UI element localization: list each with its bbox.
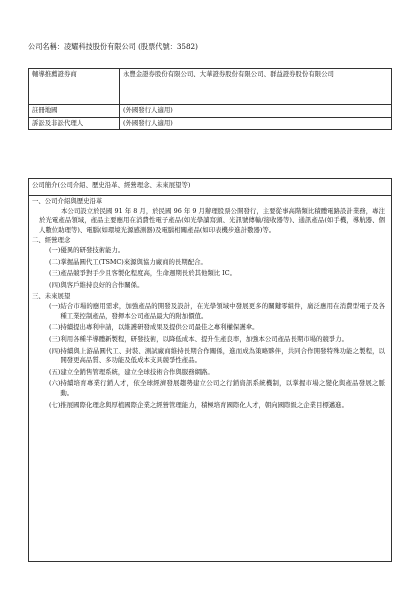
table-row [29, 69, 392, 105]
row-label: 註冊地國 [29, 105, 120, 118]
list-item [49, 347, 385, 366]
section-title: 二、經營理念 [32, 236, 71, 245]
row-value: 永豐金證券股份有限公司、大華證券股份有限公司、群益證券股份有限公司 [120, 69, 392, 105]
item-text: 產品競爭對手少且客製化程度高，生命週期長於其他類比 IC。 [60, 269, 236, 278]
list-item [49, 258, 385, 268]
item-text: 持續提出專利申請，以維護研發成果及提供公司最佳之專利權保護傘。 [60, 323, 259, 332]
list-item [49, 379, 385, 398]
item-label: (一) [49, 246, 61, 255]
item-label: (六) [49, 379, 61, 388]
table-row [29, 117, 392, 130]
company-profile [28, 178, 392, 562]
outlook-list [49, 302, 385, 410]
philosophy-list [49, 246, 385, 290]
row-label: 輔導推薦證券商 [29, 69, 120, 105]
list-item [49, 335, 385, 345]
list-item [49, 368, 385, 378]
list-item [49, 281, 385, 291]
row-label: 訴訟及非訟代理人 [29, 117, 120, 130]
info-table [28, 68, 392, 130]
list-item [49, 269, 385, 279]
item-label: (一) [49, 302, 61, 311]
section-title: 一、公司介紹與歷史沿革 [32, 197, 103, 205]
item-text: 掌握晶圓代工(TSMC)來源與協力廠商的長期配合。 [60, 257, 207, 266]
item-label: (二) [49, 257, 61, 266]
item-text: 優異的研發技術能力。 [60, 246, 125, 255]
item-text: 結合市場的應用需求，加強產品的開發及設計，在光學領域中發展更多的關鍵零組件，廣泛應用在消費型電子及各種工業控制產品，發揮本公司產品最大的附加價值。 [60, 302, 385, 320]
item-text: 利用各種半導體新製程，研發技術，以降低成本、提升生產良率，加強本公司產品長期市場的競爭力。 [60, 334, 348, 343]
list-item [49, 401, 385, 411]
list-item [49, 323, 385, 333]
item-label: (四) [49, 346, 61, 355]
item-text: 建立全銷售管理系統，建立全球技術合作與服務網路。 [60, 367, 214, 376]
item-label: (三) [49, 334, 61, 343]
section-title: 三、未來展望 [32, 292, 71, 301]
row-value: (外國發行人適用) [120, 105, 392, 118]
list-item [49, 246, 385, 256]
item-text: 與客戶維持良好的合作關係。 [60, 280, 144, 289]
profile-heading: 公司簡介(公司介紹、歷史沿革、經營理念、未來展望等) [29, 179, 391, 196]
item-label: (三) [49, 269, 61, 278]
item-label: (七) [49, 400, 61, 409]
list-item [49, 302, 385, 321]
item-text: 持續與上游晶圓代工、封裝、測試廠商維持長期合作關係，進而成為策略夥伴，共同合作開發特殊功能之製程，以開發更高品質、多功能及低成本支具競爭性產品。 [60, 346, 385, 365]
table-row [29, 105, 392, 118]
item-text: 持續培育專業行銷人才，依全球經濟發展趨勢建立公司之行銷資訊系統機制，以掌握市場之變化與產品發展之脈動。 [60, 379, 385, 397]
item-label: (四) [49, 280, 61, 289]
row-value: (外國發行人適用) [120, 117, 392, 130]
item-label: (二) [49, 323, 61, 332]
item-label: (五) [49, 367, 61, 376]
company-name: 公司名稱：凌耀科技股份有限公司 (股票代號：3582) [28, 42, 198, 51]
section-paragraph: 本公司設立於民國 91 年 8 月，於民國 96 年 9 月辦理股票公開發行，主要從事高階類比積體電路設計業務，專注於光電產品領域，產品主要應用在消費性電子產品(如光學讀寫頭、光訊號傳輸/接收器等)、通訊產品(如手機，導航器、個人數位助理等)、電腦(如環境光源感測器)及電腦相關產品(如印表機步進計數器)等。 [39, 206, 385, 234]
item-text: 推展國際化理念與厚植國際企業之經營管理能力，積極培育國際化人才，朝向國際級之企業目標邁進。 [60, 400, 348, 409]
